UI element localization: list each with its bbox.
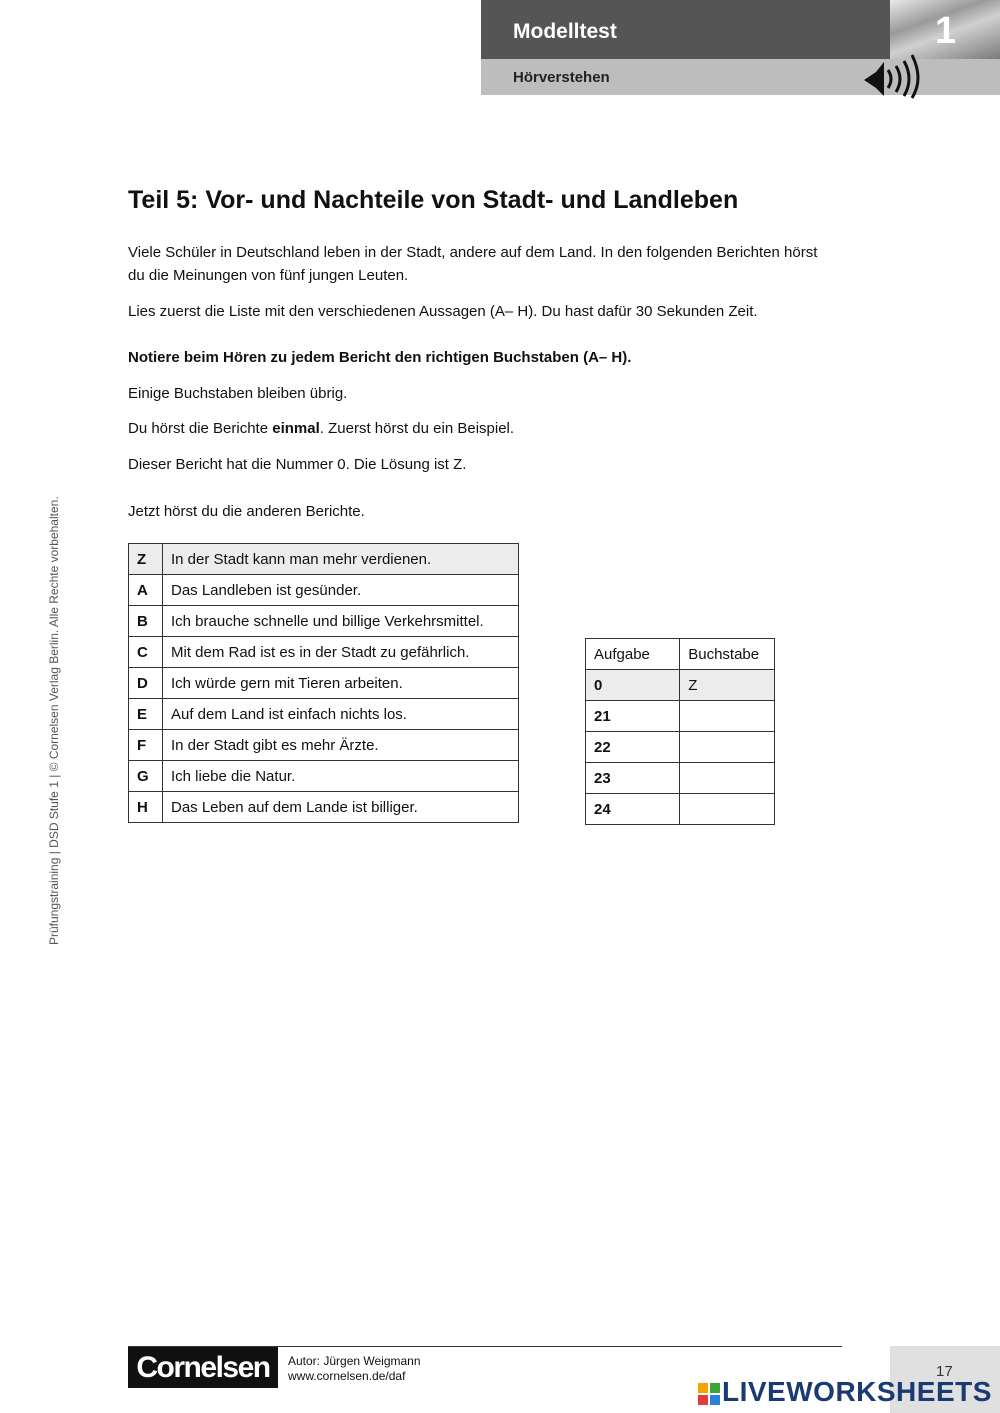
- statement-text: Auf dem Land ist einfach nichts los.: [163, 699, 519, 730]
- statement-text: Das Leben auf dem Lande ist billiger.: [163, 792, 519, 823]
- answer-row: [586, 732, 775, 763]
- now-text: Jetzt hörst du die anderen Berichte.: [128, 503, 365, 520]
- statement-text: Ich brauche schnelle und billige Verkehrsmittel.: [163, 606, 519, 637]
- statement-letter: F: [129, 730, 163, 761]
- answer-table: [585, 638, 775, 825]
- page-title: Teil 5: Vor- und Nachteile von Stadt- und Landleben: [128, 186, 739, 214]
- instruction-text: Notiere beim Hören zu jedem Bericht den richtigen Buchstaben (A– H).: [128, 349, 632, 366]
- answer-input[interactable]: [680, 763, 775, 794]
- table-row: [129, 668, 519, 699]
- listen-pre: Du hörst die Berichte: [128, 420, 273, 437]
- answer-task: 22: [586, 732, 680, 763]
- statement-letter: D: [129, 668, 163, 699]
- answer-input[interactable]: [680, 701, 775, 732]
- answer-row: [586, 763, 775, 794]
- listen-bold: einmal: [272, 420, 320, 437]
- answer-letter: Z: [680, 670, 775, 701]
- answer-task: 23: [586, 763, 680, 794]
- answer-header-letter: Buchstabe: [680, 639, 775, 670]
- example-text: Dieser Bericht hat die Nummer 0. Die Lösung ist Z.: [128, 456, 467, 473]
- statement-letter: E: [129, 699, 163, 730]
- copyright-side-text: Prüfungstraining | DSD Stufe 1 | © Cornelsen Verlag Berlin. Alle Rechte vorbehalten.: [47, 496, 61, 945]
- statement-letter: C: [129, 637, 163, 668]
- header-title: Modelltest: [513, 20, 617, 43]
- statement-text: Das Landleben ist gesünder.: [163, 575, 519, 606]
- answer-row: [586, 794, 775, 825]
- statement-text: Mit dem Rad ist es in der Stadt zu gefährlich.: [163, 637, 519, 668]
- read-first-text: Lies zuerst die Liste mit den verschiedenen Aussagen (A– H). Du hast dafür 30 Sekunden Zeit.: [128, 303, 758, 320]
- answer-input[interactable]: [680, 732, 775, 763]
- header-subtitle: Hörverstehen: [513, 69, 610, 86]
- table-row: [129, 761, 519, 792]
- intro-text: Viele Schüler in Deutschland leben in der Stadt, andere auf dem Land. In den folgenden Berichten hörst du die Meinungen von fünf jungen Leuten.: [128, 244, 818, 284]
- watermark-text: LIVEWORKSHEETS: [722, 1376, 992, 1407]
- liveworksheets-watermark: [698, 1376, 992, 1408]
- answer-task: 24: [586, 794, 680, 825]
- cornelsen-logo: Cornelsen: [128, 1347, 278, 1388]
- statement-text: Ich liebe die Natur.: [163, 761, 519, 792]
- statement-letter: A: [129, 575, 163, 606]
- table-row: [129, 606, 519, 637]
- statement-letter: B: [129, 606, 163, 637]
- answer-task: 0: [586, 670, 680, 701]
- speaker-icon: [858, 50, 938, 100]
- chapter-number: 1: [935, 10, 957, 52]
- answer-row: [586, 670, 775, 701]
- answer-header-task: Aufgabe: [586, 639, 680, 670]
- answer-header-row: [586, 639, 775, 670]
- publisher-url: www.cornelsen.de/daf: [288, 1369, 406, 1383]
- remain-text: Einige Buchstaben bleiben übrig.: [128, 385, 348, 402]
- answer-row: [586, 701, 775, 732]
- statement-letter: H: [129, 792, 163, 823]
- table-row: [129, 730, 519, 761]
- statements-table: [128, 543, 519, 823]
- answer-task: 21: [586, 701, 680, 732]
- author-name: Autor: Jürgen Weigmann: [288, 1354, 421, 1368]
- table-row: [129, 544, 519, 575]
- liveworksheets-icon: [698, 1383, 720, 1405]
- listen-text: [128, 417, 828, 440]
- statement-text: In der Stadt gibt es mehr Ärzte.: [163, 730, 519, 761]
- table-row: [129, 637, 519, 668]
- table-row: [129, 575, 519, 606]
- page-number: 17: [936, 1363, 953, 1380]
- table-row: [129, 792, 519, 823]
- statement-letter: Z: [129, 544, 163, 575]
- answer-input[interactable]: [680, 794, 775, 825]
- table-row: [129, 699, 519, 730]
- footer-author: [288, 1354, 421, 1384]
- statement-letter: G: [129, 761, 163, 792]
- listen-post: . Zuerst hörst du ein Beispiel.: [319, 420, 515, 437]
- statement-text: Ich würde gern mit Tieren arbeiten.: [163, 668, 519, 699]
- statement-text: In der Stadt kann man mehr verdienen.: [163, 544, 519, 575]
